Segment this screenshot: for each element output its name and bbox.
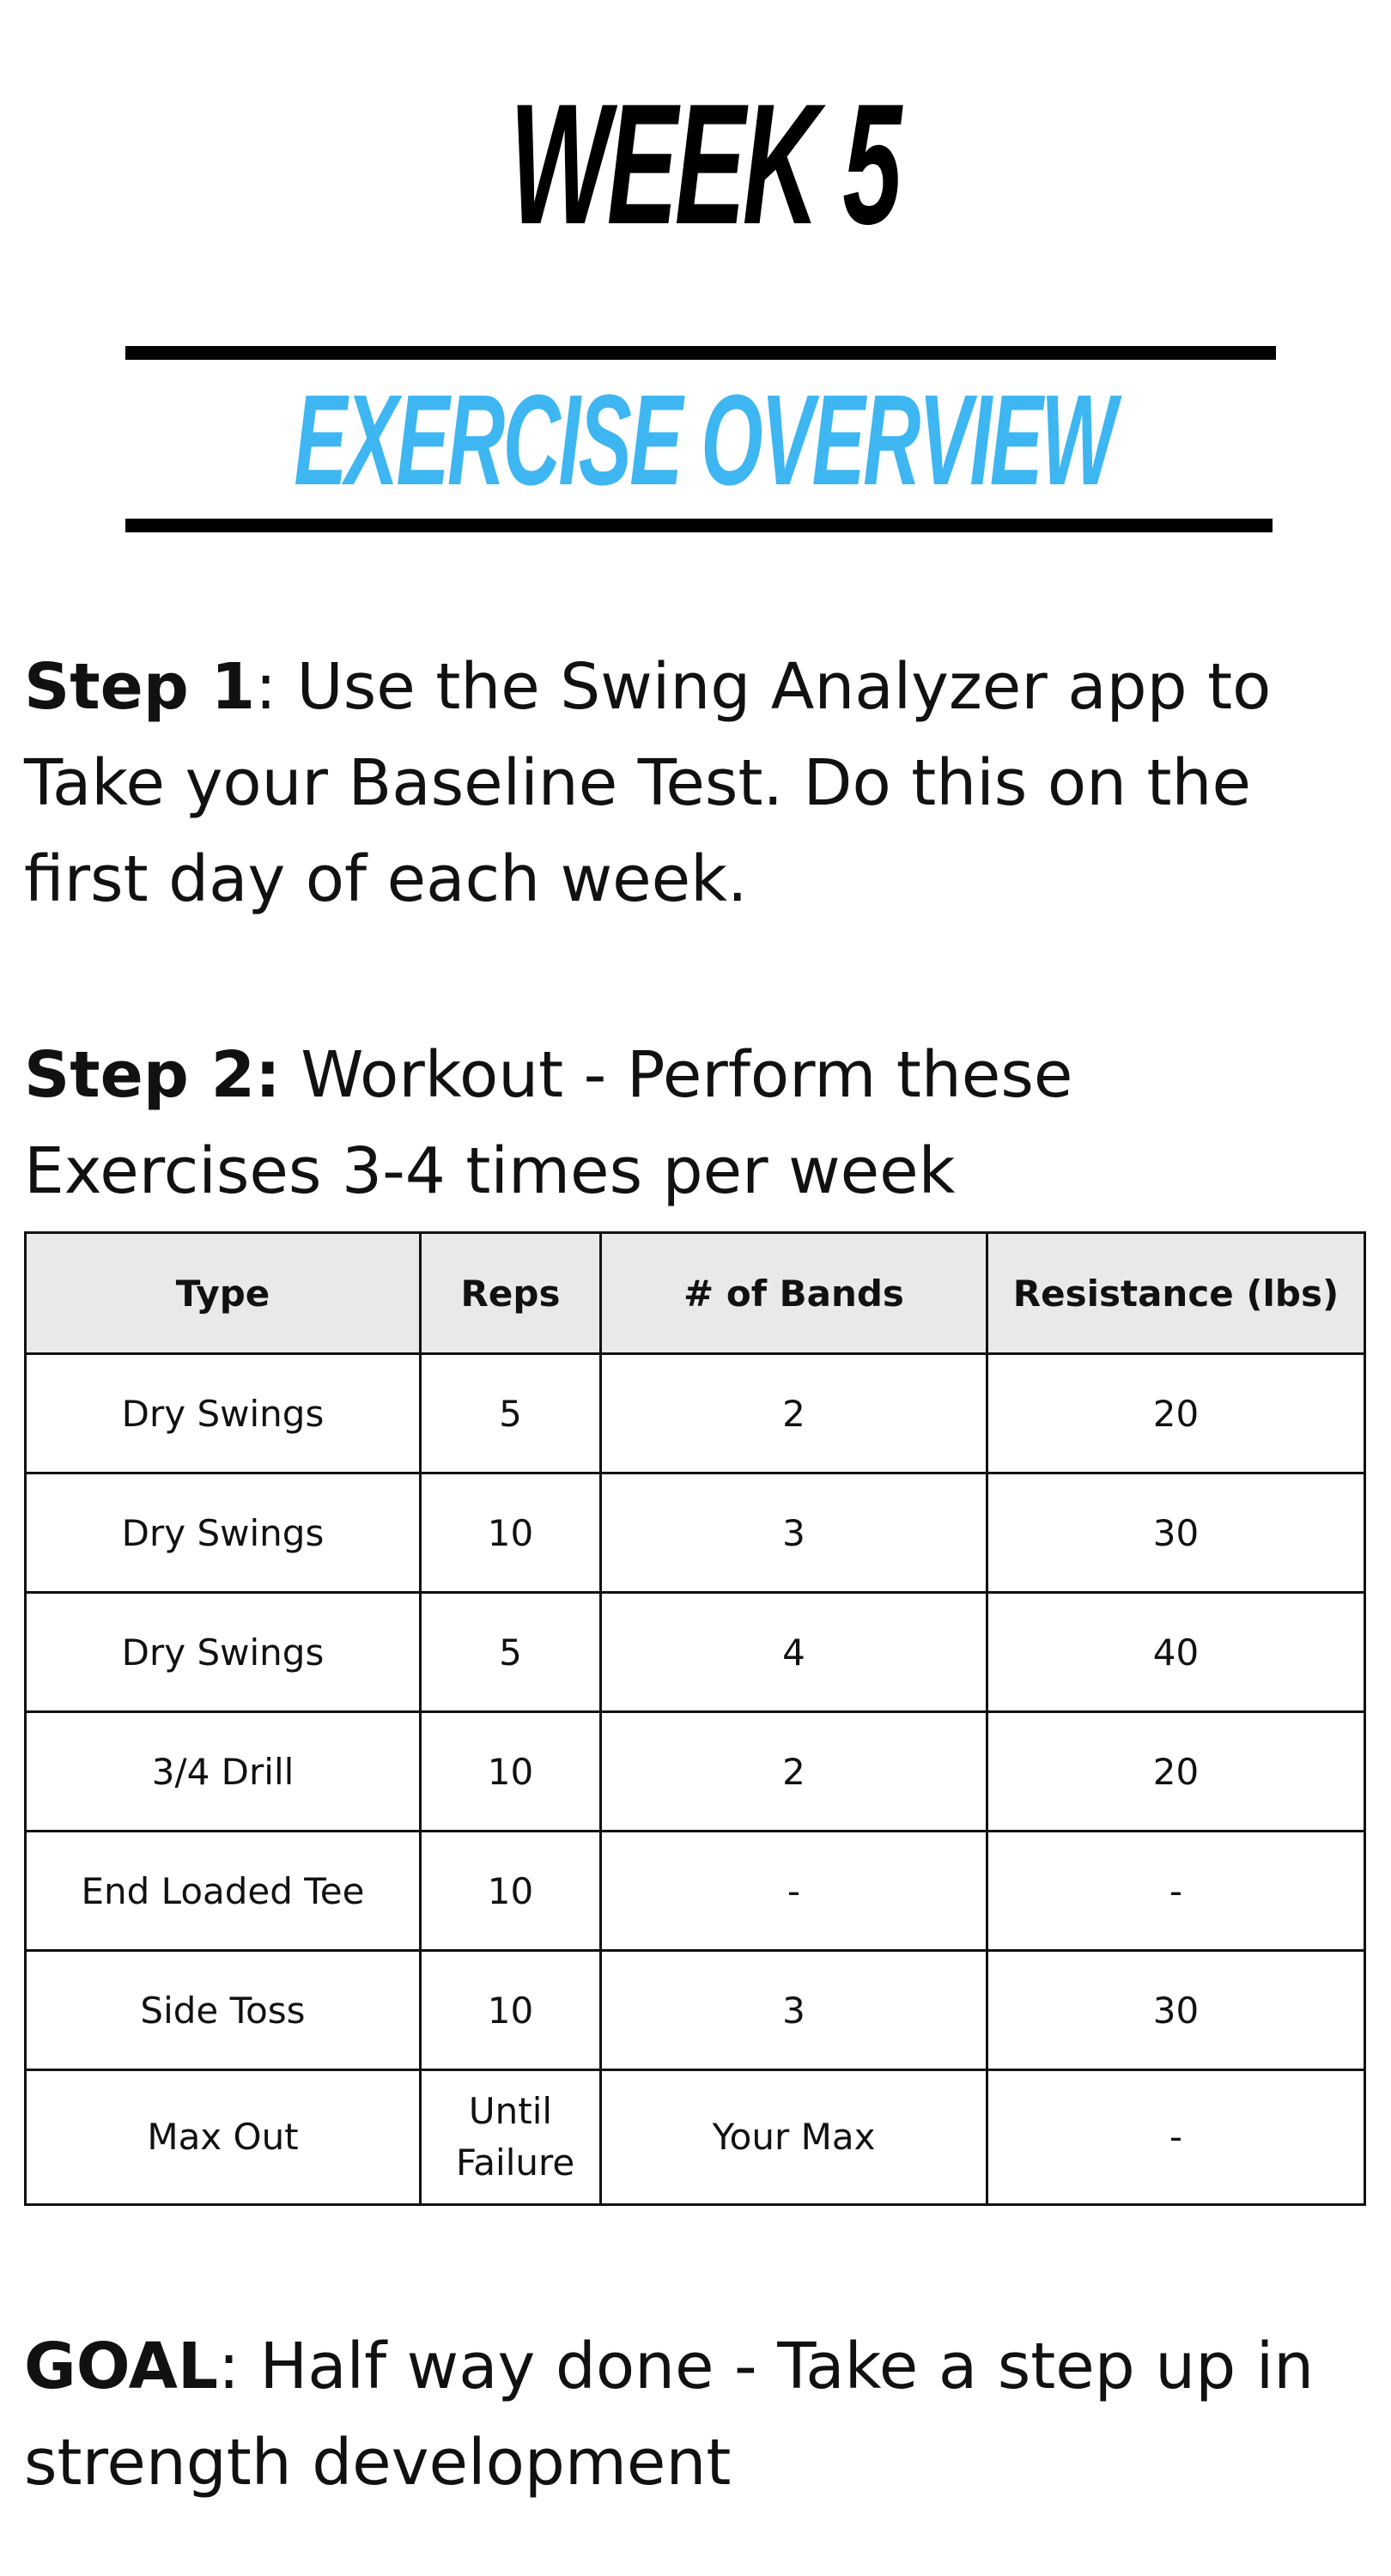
page-title: WEEK 5 — [509, 69, 899, 260]
table-row — [26, 2070, 1365, 2205]
section-subtitle: EXERCISE OVERVIEW — [294, 368, 1115, 512]
cell-bands: 4 — [601, 1593, 987, 1712]
exercise-table — [24, 1231, 1366, 2206]
cell-type: Dry Swings — [26, 1593, 421, 1712]
table-row — [26, 1832, 1365, 1951]
cell-reps: 10 — [421, 1473, 601, 1593]
cell-reps: 10 — [421, 1832, 601, 1951]
title-divider-top — [125, 346, 1276, 360]
cell-bands: Your Max — [601, 2070, 987, 2205]
cell-resistance: 30 — [987, 1951, 1365, 2070]
cell-bands: 3 — [601, 1473, 987, 1593]
cell-type: Dry Swings — [26, 1354, 421, 1473]
goal-label: GOAL — [24, 2330, 219, 2403]
cell-reps: 5 — [421, 1593, 601, 1712]
goal-text: : Half way done - Take a step up in strength development — [24, 2330, 1315, 2500]
cell-resistance: - — [987, 1832, 1365, 1951]
cell-resistance: - — [987, 2070, 1365, 2205]
cell-type: Max Out — [26, 2070, 421, 2205]
step-2-paragraph — [24, 1027, 1381, 1219]
table-row — [26, 1473, 1365, 1593]
header-resistance: Resistance (lbs) — [987, 1233, 1365, 1354]
cell-reps: 5 — [421, 1354, 601, 1473]
table-row — [26, 1354, 1365, 1473]
goal-paragraph — [24, 2318, 1381, 2511]
cell-bands: 2 — [601, 1712, 987, 1832]
step-1-text: : Use the Swing Analyzer app to Take your Baseline Test. Do this on the first day of each week. — [24, 650, 1272, 916]
cell-bands: 3 — [601, 1951, 987, 2070]
cell-bands: - — [601, 1832, 987, 1951]
step-1-paragraph — [24, 639, 1381, 927]
header-reps: Reps — [421, 1233, 601, 1354]
cell-resistance: 20 — [987, 1354, 1365, 1473]
cell-reps: 10 — [421, 1712, 601, 1832]
cell-resistance: 30 — [987, 1473, 1365, 1593]
step-1-label: Step 1 — [24, 650, 256, 724]
table-row — [26, 1593, 1365, 1712]
step-2-label: Step 2: — [24, 1038, 281, 1112]
header-bands: # of Bands — [601, 1233, 987, 1354]
step-2-text: Workout - Perform these Exercises 3-4 times per week — [24, 1038, 1073, 1208]
cell-reps: 10 — [421, 1951, 601, 2070]
table-row — [26, 1951, 1365, 2070]
cell-bands: 2 — [601, 1354, 987, 1473]
header-type: Type — [26, 1233, 421, 1354]
title-divider-bottom — [125, 519, 1273, 532]
cell-type: Dry Swings — [26, 1473, 421, 1593]
table-header-row — [26, 1233, 1365, 1354]
cell-resistance: 40 — [987, 1593, 1365, 1712]
cell-type: 3/4 Drill — [26, 1712, 421, 1832]
cell-resistance: 20 — [987, 1712, 1365, 1832]
table-row — [26, 1712, 1365, 1832]
cell-type: End Loaded Tee — [26, 1832, 421, 1951]
cell-reps: Until Failure — [421, 2070, 601, 2205]
cell-type: Side Toss — [26, 1951, 421, 2070]
